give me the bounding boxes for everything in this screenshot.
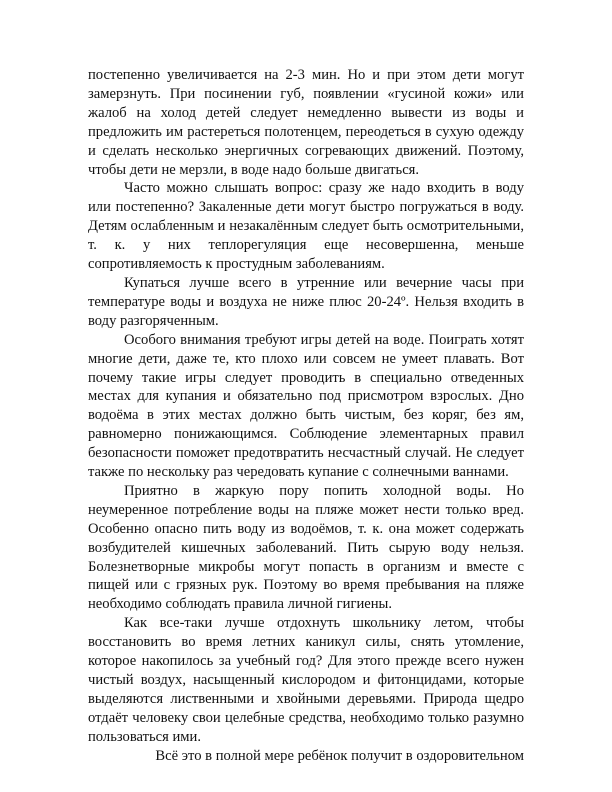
paragraph-7: Всё это в полной мере ребёнок получит в оздоровительном bbox=[155, 747, 524, 764]
paragraph-3: Купаться лучше всего в утренние или вечерние часы при температуре воды и воздуха не ниже плюс 20-24º. Нельзя входить в воду разгоряченным. bbox=[88, 274, 524, 329]
paragraph-1: постепенно увеличивается на 2-3 мин. Но и при этом дети могут замерзнуть. При посинении губ, появлении «гусиной кожи» или жалоб на холод детей следует немедленно вывести из воды и предложить им растереться полотенцем, переодеться в сухую одежду и сделать несколько энергичных согревающих движений. Поэтому, чтобы дети не мерзли, в воде надо больше двигаться. bbox=[88, 67, 524, 178]
paragraph-4: Особого внимания требуют игры детей на воде. Поиграть хотят многие дети, даже те, кто плохо или совсем не умеет плавать. Вот почему такие игры следует проводить в специально отведенных местах для купания и обязательно под присмотром взрослых. Дно водоёма в этих местах должно быть чистым, без коряг, без ям, равномерно понижающимся. Соблюдение элементарных правил безопасности поможет предотвратить несчастный случай. Не следует также по нескольку раз чередовать купание с солнечными ваннами. bbox=[88, 331, 524, 481]
paragraph-5: Приятно в жаркую пору попить холодной воды. Но неумеренное потребление воды на пляже может нести только вред. Особенно опасно пить воду из водоёмов, т. к. она может содержать возбудителей кишечных заболеваний. Пить сырую воду нельзя. Болезнетворные микробы могут попасть в организм и вместе с пищей или с грязных рук. Поэтому во время пребывания на пляже необходимо соблюдать правила личной гигиены. bbox=[88, 482, 524, 613]
paragraph-6: Как все-таки лучше отдохнуть школьнику летом, чтобы восстановить во время летних каникул силы, снять утомление, которое накопилось за учебный год? Для этого прежде всего нужен чистый воздух, насыщенный кислородом и фитонцидами, которые выделяются лиственными и хвойными деревьями. Природа щедро отдаёт человеку свои целебные средства, необходимо только разумно пользоваться ими. bbox=[88, 615, 524, 745]
body-text bbox=[88, 66, 524, 766]
paragraph-2: Часто можно слышать вопрос: сразу же надо входить в воду или постепенно? Закаленные дети могут быстро погружаться в воду. Детям ослабленным и незакалённым следует быть осмотрительными, т. к. у них теплорегуляция еще несовершенна, меньше сопротивляемость к простудным заболеваниям. bbox=[88, 180, 524, 273]
